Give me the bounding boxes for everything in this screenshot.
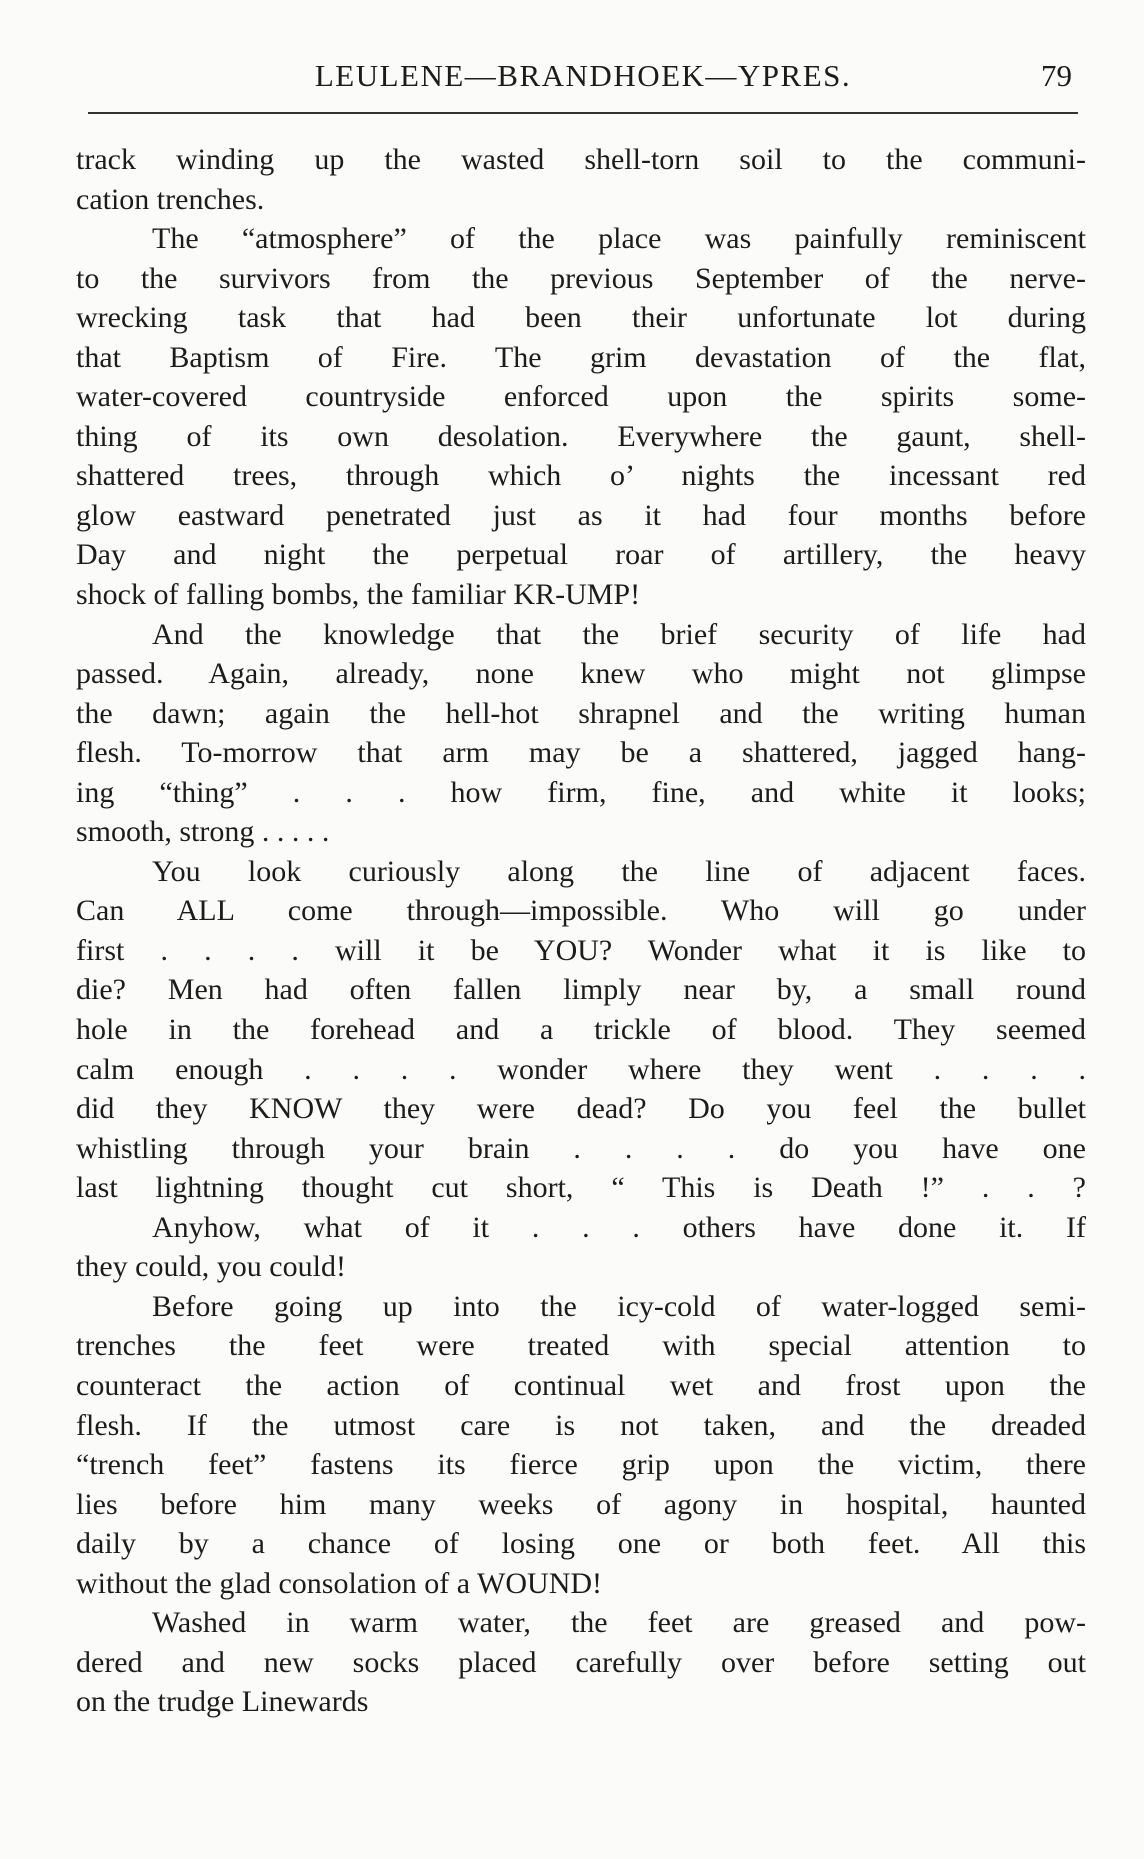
running-title: LEULENE—BRANDHOEK—YPRES. (314, 58, 852, 93)
text-line: passed. Again, already, none knew who might not glimpse (76, 657, 1086, 691)
text-line: thing of its own desolation. Everywhere the gaunt, shell- (76, 419, 1086, 453)
text-line: track winding up the wasted shell-torn soil to the communi- (76, 143, 1086, 176)
text-line: water-covered countryside enforced upon the spirits some- (76, 380, 1086, 414)
text-line: Anyhow, what of it . . . others have done it. If (152, 1210, 1086, 1244)
text-line: flesh. If the utmost care is not taken, and the dreaded (76, 1408, 1086, 1442)
text-line: The “atmosphere” of the place was painfully reminiscent (152, 222, 1086, 256)
text-line: dered and new socks placed carefully over before setting out (76, 1645, 1086, 1679)
text-line: Day and night the perpetual roar of artillery, the heavy (76, 538, 1086, 572)
text-line: did they KNOW they were dead? Do you feel the bullet (76, 1092, 1086, 1126)
text-line: on the trudge Linewards (76, 1685, 369, 1719)
text-line: smooth, strong . . . . . (76, 815, 330, 849)
text-line: to the survivors from the previous September of the nerve- (76, 261, 1086, 295)
text-line: last lightning thought cut short, “ This is Death !” . . ? (76, 1171, 1086, 1205)
text-line: wrecking task that had been their unfortunate lot during (76, 301, 1086, 335)
text-line: counteract the action of continual wet and frost upon the (76, 1368, 1086, 1402)
page-number: 79 (1041, 58, 1072, 93)
text-line: trenches the feet were treated with special attention to (76, 1329, 1086, 1363)
text-line: glow eastward penetrated just as it had four months before (76, 498, 1086, 532)
body-text (76, 140, 1086, 1722)
text-line: And the knowledge that the brief security of life had (152, 617, 1086, 651)
text-line: first . . . . will it be YOU? Wonder what it is like to (76, 933, 1086, 967)
text-line: shattered trees, through which o’ nights the incessant red (76, 459, 1086, 493)
text-line: daily by a chance of losing one or both feet. All this (76, 1527, 1086, 1561)
text-line: You look curiously along the line of adjacent faces. (152, 854, 1086, 888)
text-line: Can ALL come through—impossible. Who will go under (76, 894, 1086, 928)
text-line: Before going up into the icy-cold of water-logged semi- (152, 1289, 1086, 1323)
text-line: flesh. To-morrow that arm may be a shattered, jagged hang- (76, 736, 1086, 770)
text-line: hole in the forehead and a trickle of blood. They seemed (76, 1013, 1086, 1047)
text-line: lies before him many weeks of agony in hospital, haunted (76, 1487, 1086, 1521)
text-line: calm enough . . . . wonder where they went . . . . (76, 1052, 1086, 1086)
text-line: they could, you could! (76, 1250, 346, 1284)
text-line: whistling through your brain . . . . do you have one (76, 1131, 1086, 1165)
text-line: Washed in warm water, the feet are greased and pow- (152, 1606, 1086, 1640)
text-line: ing “thing” . . . how firm, fine, and white it looks; (76, 775, 1086, 809)
text-line: without the glad consolation of a WOUND! (76, 1566, 603, 1600)
page-header (88, 52, 1078, 100)
text-line: cation trenches. (76, 182, 265, 216)
header-rule (88, 112, 1078, 114)
text-line: shock of falling bombs, the familiar KR-UMP! (76, 578, 641, 612)
text-line: the dawn; again the hell-hot shrapnel and the writing human (76, 696, 1086, 730)
text-line: that Baptism of Fire. The grim devastation of the flat, (76, 340, 1086, 374)
text-line: die? Men had often fallen limply near by, a small round (76, 973, 1086, 1007)
text-line: “trench feet” fastens its fierce grip upon the victim, there (76, 1448, 1086, 1482)
